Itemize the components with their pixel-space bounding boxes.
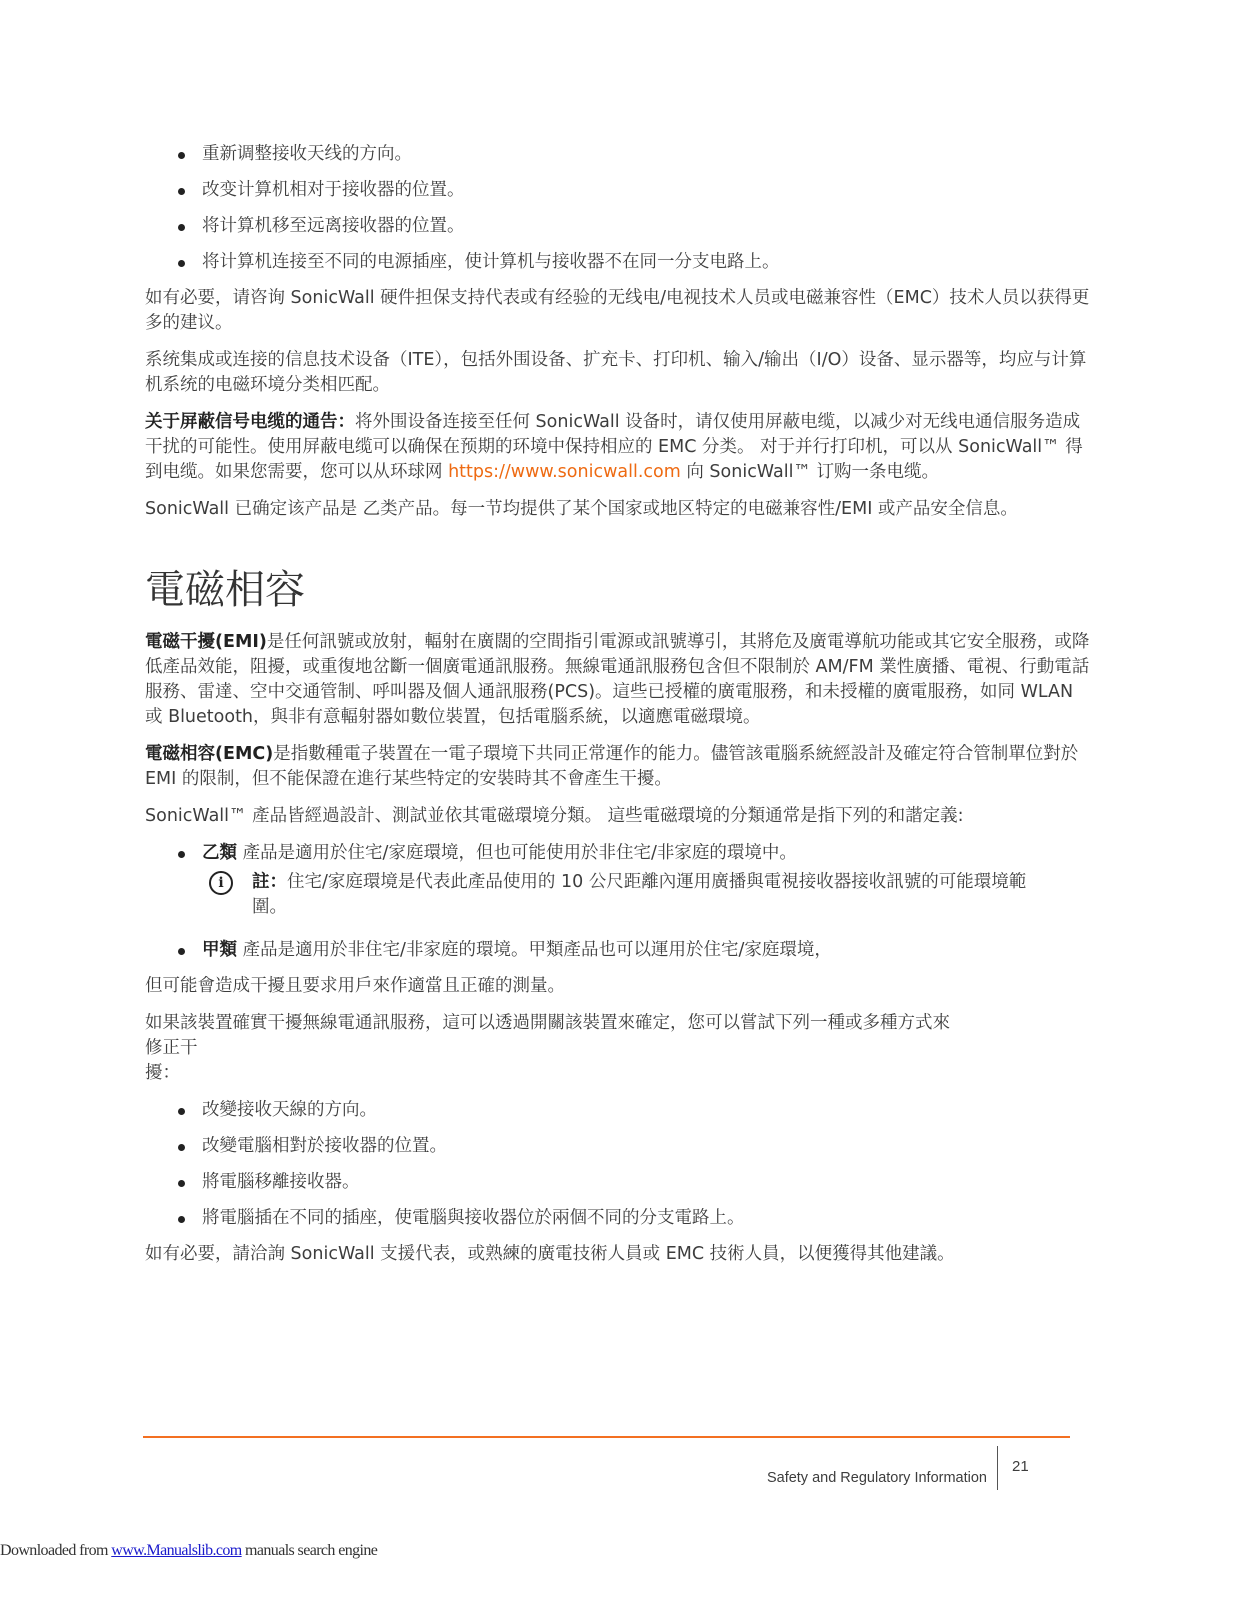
footer-rule — [143, 1436, 1070, 1438]
list-item — [145, 1098, 1090, 1123]
download-footer — [0, 1542, 377, 1560]
bullet-icon — [178, 851, 185, 858]
list-item-text: 改变计算机相对于接收器的位置。 — [202, 180, 465, 200]
notice-text: 将外围设备连接至任何 SonicWall 设备时，请仅使用屏蔽电缆，以减少对无线电通信服务造成干扰的可能性。使用屏蔽电缆可以确保在预期的环境中保持相应的 EMC 分类。 对于并行打印机，可以从 SonicWall™ 得到电缆。如果您需要，您可以从环球网 — [145, 412, 1083, 482]
interference-fix-list-zh-cn — [145, 142, 1090, 275]
list-item — [145, 1170, 1090, 1195]
interference-fix-list-zh-tw — [145, 1098, 1090, 1231]
bullet-icon — [178, 1180, 185, 1187]
bullet-icon — [178, 1108, 185, 1115]
bullet-icon — [178, 1144, 185, 1151]
bullet-icon — [178, 260, 185, 267]
bullet-icon — [178, 188, 185, 195]
correction-line: 如果該裝置確實干擾無線電通訊服務，這可以透過開關該裝置來確定，您可以嘗試下列一種或多種方式來 — [145, 1013, 950, 1033]
sonicwall-link[interactable]: https://www.sonicwall.com — [448, 462, 681, 482]
note-text: 住宅/家庭環境是代表此產品使用的 10 公尺距離內運用廣播與電視接收器接收訊號的可能環境範圍。 — [252, 872, 1027, 917]
bullet-icon — [178, 152, 185, 159]
list-item — [145, 1134, 1090, 1159]
list-item-text: 將電腦移離接收器。 — [202, 1172, 360, 1192]
download-suffix: manuals search engine — [241, 1542, 378, 1559]
list-item-text: 将计算机移至远离接收器的位置。 — [202, 216, 465, 236]
footer-title: Safety and Regulatory Information — [766, 1470, 987, 1486]
list-item — [145, 250, 1090, 275]
page-number: 21 — [1012, 1458, 1029, 1475]
class-text: 產品是適用於住宅/家庭環境，但也可能使用於非住宅/非家庭的環境中。 — [237, 843, 797, 863]
measurement-paragraph: 但可能會造成干擾且要求用戶來作適當且正確的測量。 — [145, 976, 565, 996]
notice-tail: 向 SonicWall™ 订购一条电缆。 — [680, 462, 940, 482]
class-label: 乙類 — [202, 843, 237, 863]
list-item — [145, 938, 1090, 963]
note-box — [202, 870, 1032, 920]
class-b-statement: SonicWall 已确定该产品是 乙类产品。每一节均提供了某个国家或地区特定的电磁兼容性/EMI 或产品安全信息。 — [145, 499, 1018, 519]
section-heading: 電磁相容 — [145, 567, 305, 613]
correction-line: 擾： — [145, 1063, 180, 1083]
support-paragraph: 如有必要，請洽詢 SonicWall 支援代表，或熟練的廣電技術人員或 EMC 技術人員，以便獲得其他建議。 — [145, 1244, 955, 1264]
list-item-text: 重新调整接收天线的方向。 — [202, 144, 412, 164]
class-list-a — [145, 938, 1090, 963]
list-item — [145, 214, 1090, 239]
emi-lead: 電磁干擾(EMI) — [145, 632, 267, 652]
ite-paragraph: 系统集成或连接的信息技术设备（ITE），包括外围设备、扩充卡、打印机、输入/输出（I/O）设备、显示器等，均应与计算机系统的电磁环境分类相匹配。 — [145, 350, 1087, 395]
correction-intro — [145, 1011, 1090, 1086]
emc-lead: 電磁相容(EMC) — [145, 744, 274, 764]
page-content — [145, 142, 1090, 1279]
note-lead: 註： — [252, 872, 287, 892]
notice-lead: 关于屏蔽信号电缆的通告： — [145, 412, 355, 432]
list-item — [145, 841, 1090, 866]
download-prefix: Downloaded from — [0, 1542, 112, 1559]
class-text: 產品是適用於非住宅/非家庭的環境。甲類產品也可以運用於住宅/家庭環境， — [237, 940, 832, 960]
classification-intro: SonicWall™ 產品皆經過設計、測試並依其電磁環境分類。 這些電磁環境的分類通常是指下列的和諧定義: — [145, 806, 964, 826]
bullet-icon — [178, 224, 185, 231]
list-item-text: 將電腦插在不同的插座，使電腦與接收器位於兩個不同的分支電路上。 — [202, 1208, 745, 1228]
list-item-text: 改變電腦相對於接收器的位置。 — [202, 1136, 447, 1156]
class-label: 甲類 — [202, 940, 237, 960]
class-list-b — [145, 841, 1090, 866]
correction-line: 修正干 — [145, 1038, 198, 1058]
list-item — [145, 1206, 1090, 1231]
emc-definition — [145, 742, 1090, 792]
emi-definition — [145, 630, 1090, 730]
info-icon: i — [209, 871, 233, 895]
shielded-cable-notice — [145, 410, 1090, 485]
manualslib-link[interactable]: www.Manualslib.com — [111, 1542, 242, 1559]
emi-text: 是任何訊號或放射，輻射在廣闊的空間指引電源或訊號導引，其將危及廣電導航功能或其它安全服務，或降低產品效能，阻擾，或重復地岔斷一個廣電通訊服務。無線電通訊服務包含但不限制於 AM/FM 業性廣播、電視、行動電話服務、雷達、空中交通管制、呼叫器及個人通訊服務(PCS)。這些已授權的廣電服務，和未授權的廣電服務，如同 WLAN 或 Bluetooth，與非有意輻射器如數位裝置，包括電腦系統，以適應電磁環境。 — [145, 632, 1090, 727]
footer-divider — [997, 1446, 998, 1490]
consult-paragraph: 如有必要，请咨询 SonicWall 硬件担保支持代表或有经验的无线电/电视技术人员或电磁兼容性（EMC）技术人员以获得更多的建议。 — [145, 288, 1090, 333]
bullet-icon — [178, 948, 185, 955]
emc-text: 是指數種電子裝置在一電子環境下共同正常運作的能力。儘管該電腦系統經設計及確定符合管制單位對於 EMI 的限制，但不能保證在進行某些特定的安裝時其不會產生干擾。 — [145, 744, 1079, 789]
list-item — [145, 142, 1090, 167]
list-item-text: 改變接收天線的方向。 — [202, 1100, 377, 1120]
list-item — [145, 178, 1090, 203]
bullet-icon — [178, 1216, 185, 1223]
list-item-text: 将计算机连接至不同的电源插座，使计算机与接收器不在同一分支电路上。 — [202, 252, 780, 272]
